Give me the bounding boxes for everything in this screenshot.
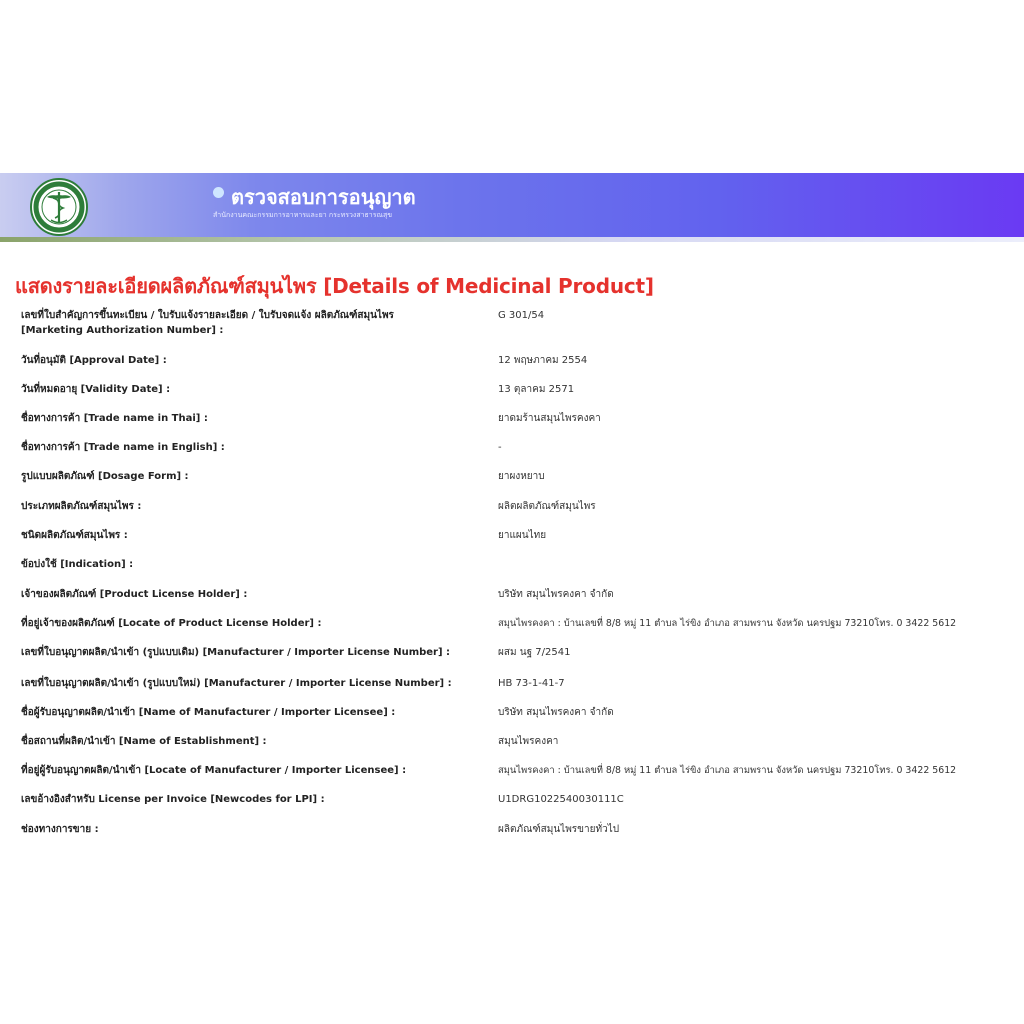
detail-label: ชนิดผลิตภัณฑ์สมุนไพร :	[21, 530, 128, 541]
detail-value: สมุนไพรคงคา : บ้านเลขที่ 8/8 หมู่ 11 ตำบล ไร่ขิง อำเภอ สามพราน จังหวัด นครปฐม 73210โทร. 0 3422 5612	[498, 618, 957, 629]
detail-value: U1DRG1022540030111C	[498, 794, 624, 805]
detail-value: ยาแผนไทย	[498, 530, 547, 541]
detail-value: สมุนไพรคงคา	[498, 736, 559, 747]
detail-label: ชื่อทางการค้า [Trade name in English] :	[21, 442, 225, 453]
detail-label: เจ้าของผลิตภัณฑ์ [Product License Holder] :	[21, 589, 248, 600]
detail-label: ข้อบ่งใช้ [Indication] :	[21, 559, 134, 570]
detail-label: วันที่หมดอายุ [Validity Date] :	[21, 384, 171, 395]
detail-label: ชื่อสถานที่ผลิต/นำเข้า [Name of Establishment] :	[21, 736, 267, 747]
detail-value: G 301/54	[498, 310, 545, 321]
detail-value: 12 พฤษภาคม 2554	[498, 355, 588, 366]
detail-label: [Marketing Authorization Number] :	[21, 325, 224, 336]
detail-value: 13 ตุลาคม 2571	[498, 384, 575, 395]
detail-label: ที่อยู่ผู้รับอนุญาตผลิต/นำเข้า [Locate of Manufacturer / Importer Licensee] :	[21, 765, 407, 776]
detail-value: ยาผงหยาบ	[498, 471, 545, 482]
detail-label: วันที่อนุมัติ [Approval Date] :	[21, 355, 167, 366]
detail-label: เลขที่ใบสำคัญการขึ้นทะเบียน / ใบรับแจ้งรายละเอียด / ใบรับจดแจ้ง ผลิตภัณฑ์สมุนไพร	[21, 310, 394, 321]
detail-value: บริษัท สมุนไพรคงคา จำกัด	[498, 589, 614, 600]
header-banner	[0, 173, 1024, 237]
detail-value: บริษัท สมุนไพรคงคา จำกัด	[498, 707, 614, 718]
detail-value: -	[498, 442, 502, 453]
detail-value: ยาดมร้านสมุนไพรคงคา	[498, 413, 601, 424]
detail-label: เลขที่ใบอนุญาตผลิต/นำเข้า (รูปแบบเดิม) [Manufacturer / Importer License Number] :	[21, 647, 451, 658]
detail-value: สมุนไพรคงคา : บ้านเลขที่ 8/8 หมู่ 11 ตำบล ไร่ขิง อำเภอ สามพราน จังหวัด นครปฐม 73210โทร. 0 3422 5612	[498, 765, 957, 776]
detail-value: ผลิตภัณฑ์สมุนไพรขายทั่วไป	[498, 824, 620, 835]
detail-label: รูปแบบผลิตภัณฑ์ [Dosage Form] :	[21, 471, 189, 482]
ministry-of-public-health-seal-icon[interactable]	[23, 178, 95, 236]
detail-label: ช่องทางการขาย :	[21, 824, 99, 835]
header-title: ตรวจสอบการอนุญาต	[231, 185, 416, 209]
detail-label: เลขที่ใบอนุญาตผลิต/นำเข้า (รูปแบบใหม่) [Manufacturer / Importer License Number] :	[21, 678, 452, 689]
detail-value: HB 73-1-41-7	[498, 678, 565, 689]
detail-value: ผสม นฐ 7/2541	[498, 647, 571, 658]
header-subtitle: สำนักงานคณะกรรมการอาหารและยา กระทรวงสาธารณสุข	[213, 211, 393, 219]
detail-label: เลขอ้างอิงสำหรับ License per Invoice [Newcodes for LPI] :	[21, 794, 325, 805]
page-title: แสดงรายละเอียดผลิตภัณฑ์สมุนไพร [Details of Medicinal Product]	[15, 274, 654, 298]
header-underline	[0, 237, 1024, 242]
detail-value: ผลิตผลิตภัณฑ์สมุนไพร	[498, 501, 596, 512]
detail-label: ที่อยู่เจ้าของผลิตภัณฑ์ [Locate of Product License Holder] :	[21, 618, 322, 629]
bullet-dot-icon	[213, 187, 224, 198]
detail-label: ชื่อทางการค้า [Trade name in Thai] :	[21, 413, 208, 424]
detail-label: ชื่อผู้รับอนุญาตผลิต/นำเข้า [Name of Manufacturer / Importer Licensee] :	[21, 707, 396, 718]
detail-label: ประเภทผลิตภัณฑ์สมุนไพร :	[21, 501, 142, 512]
